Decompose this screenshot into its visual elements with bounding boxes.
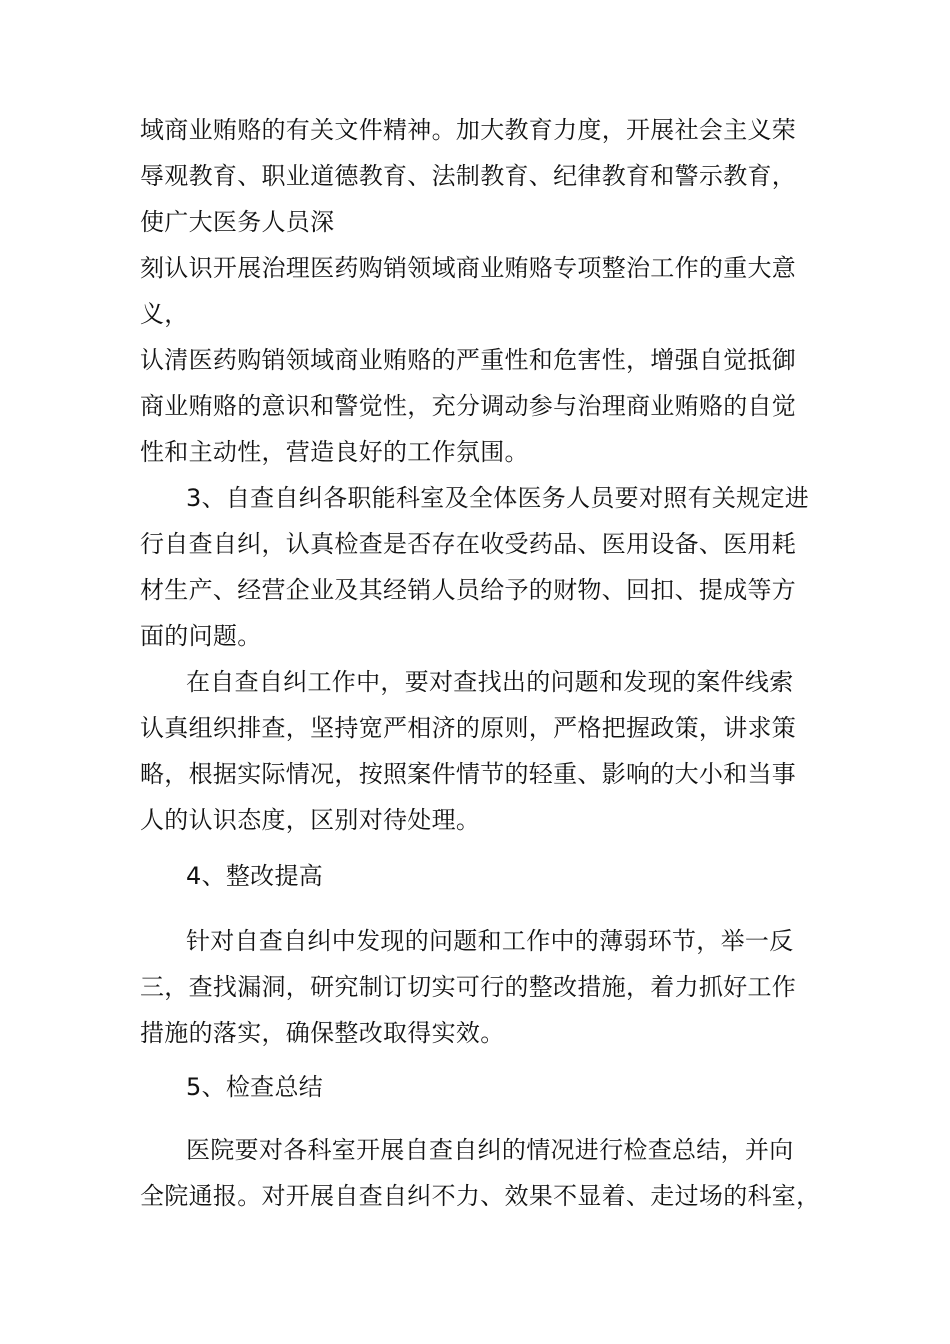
paragraph-start: 针对自查自纠中发现的问题和工作中的薄弱环节，举一反: [186, 927, 794, 955]
section-heading-4: 4、整改提高: [186, 862, 324, 890]
text-line: 人的认识态度，区别对待处理。: [140, 806, 481, 834]
section-heading-3: 3、自查自纠各职能科室及全体医务人员要对照有关规定进: [186, 484, 810, 512]
text-line: 性和主动性，营造良好的工作氛围。: [140, 438, 529, 466]
text-line: 全院通报。对开展自查自纠不力、效果不显着、走过场的科室，: [140, 1182, 821, 1210]
text-line: 刻认识开展治理医药购销领域商业贿赂专项整治工作的重大意: [140, 254, 797, 282]
section-heading-5: 5、检查总结: [186, 1073, 324, 1101]
text-line: 认清医药购销领域商业贿赂的严重性和危害性，增强自觉抵御: [140, 346, 797, 374]
paragraph-start: 在自查自纠工作中，要对查找出的问题和发现的案件线索: [186, 668, 794, 696]
text-line: 义，: [140, 300, 189, 328]
text-line: 辱观教育、职业道德教育、法制教育、纪律教育和警示教育，: [140, 162, 797, 190]
text-line: 面的问题。: [140, 622, 262, 650]
text-line: 域商业贿赂的有关文件精神。加大教育力度，开展社会主义荣: [140, 116, 797, 144]
paragraph-start: 医院要对各科室开展自查自纠的情况进行检查总结，并向: [186, 1136, 794, 1164]
text-line: 材生产、经营企业及其经销人员给予的财物、回扣、提成等方: [140, 576, 797, 604]
text-line: 认真组织排查，坚持宽严相济的原则，严格把握政策，讲求策: [140, 714, 797, 742]
text-line: 措施的落实，确保整改取得实效。: [140, 1019, 505, 1047]
text-line: 行自查自纠，认真检查是否存在收受药品、医用设备、医用耗: [140, 530, 797, 558]
text-line: 略，根据实际情况，按照案件情节的轻重、影响的大小和当事: [140, 760, 797, 788]
text-line: 商业贿赂的意识和警觉性，充分调动参与治理商业贿赂的自觉: [140, 392, 797, 420]
text-line: 使广大医务人员深: [140, 208, 335, 236]
text-line: 三，查找漏洞，研究制订切实可行的整改措施，着力抓好工作: [140, 973, 797, 1001]
